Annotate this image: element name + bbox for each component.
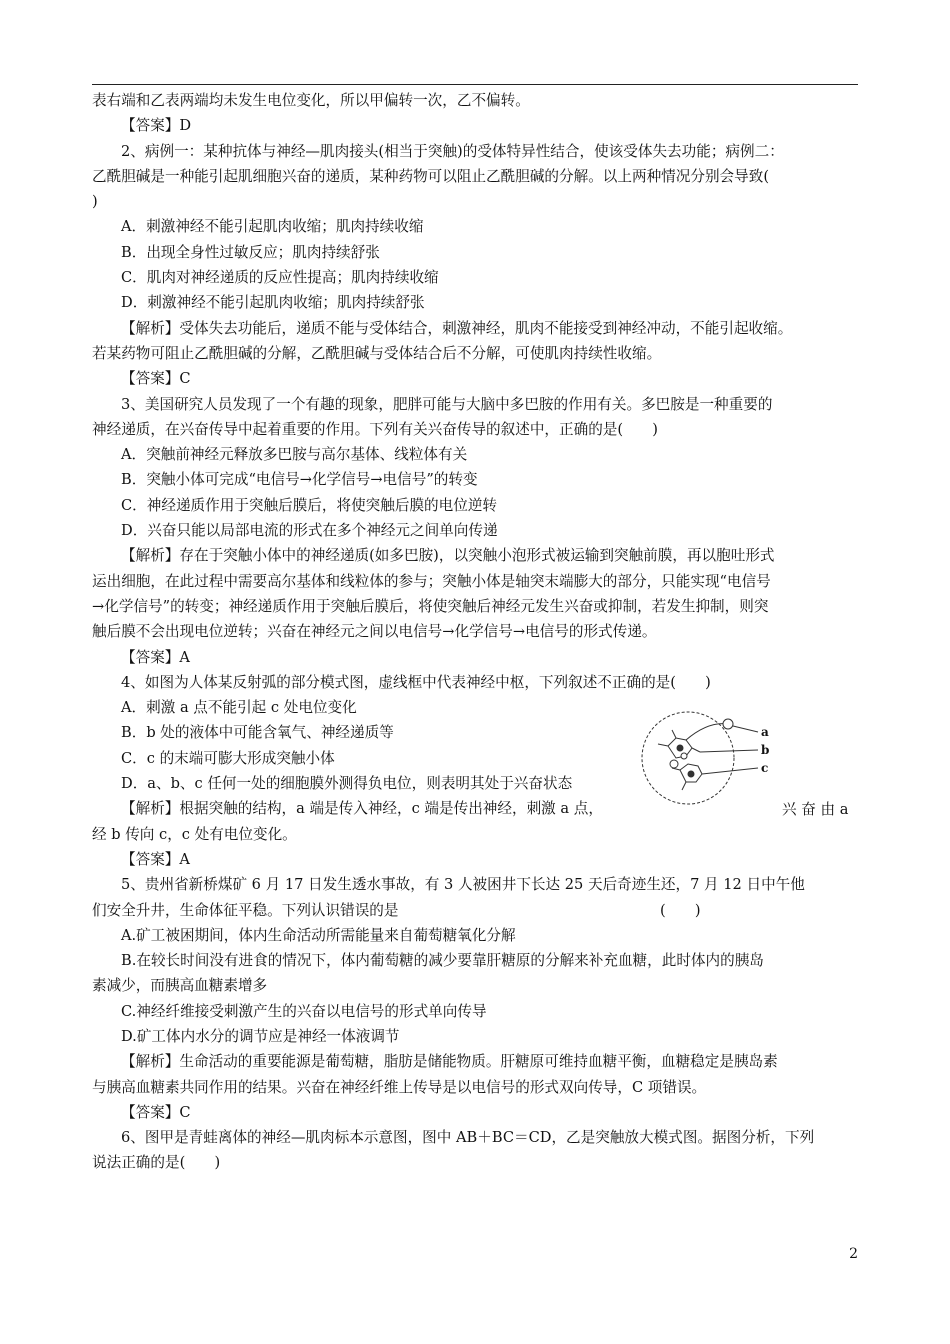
text-line: C．肌肉对神经递质的反应性提高；肌肉持续收缩 bbox=[121, 269, 439, 287]
interneuron-b-line bbox=[700, 750, 758, 752]
text-line: A.矿工被困期间，体内生命活动所需能量来自葡萄糖氧化分解 bbox=[121, 926, 516, 944]
text-line: D．刺激神经不能引起肌肉收缩；肌肉持续舒张 bbox=[121, 294, 425, 312]
text-line: 表右端和乙表两端均未发生电位变化，所以甲偏转一次，乙不偏转。 bbox=[92, 92, 530, 109]
text-line: 【答案】A bbox=[121, 648, 190, 666]
text-line: 【答案】D bbox=[121, 117, 192, 135]
text-line: 【答案】C bbox=[121, 1103, 191, 1121]
text-line: 【解析】根据突触的结构，a 端是传入神经，c 端是传出神经，刺激 a 点， bbox=[121, 800, 603, 818]
text-line: A．刺激 a 点不能引起 c 处电位变化 bbox=[121, 699, 357, 717]
q5-answer-bracket: ( ) bbox=[660, 902, 701, 919]
figure-label-a: a bbox=[761, 725, 769, 739]
synapse-small-1 bbox=[670, 760, 678, 768]
text-line: 乙酰胆碱是一种能引起肌细胞兴奋的递质，某种药物可以阻止乙酰胆碱的分解。以上两种情况分别会导致( bbox=[92, 167, 770, 185]
text-line: A．刺激神经不能引起肌肉收缩；肌肉持续收缩 bbox=[121, 218, 424, 236]
neuron-lower bbox=[672, 764, 702, 790]
text-line: B．b 处的液体中可能含氧气、神经递质等 bbox=[121, 724, 394, 742]
text-line: 5、贵州省新桥煤矿 6 月 17 日发生透水事故，有 3 人被困井下长达 25 天后奇迹生还，7 月 12 日中午他 bbox=[121, 876, 805, 894]
header-rule bbox=[92, 84, 858, 85]
text-line: 3、美国研究人员发现了一个有趣的现象，肥胖可能与大脑中多巴胺的作用有关。多巴胺是一种重要的 bbox=[121, 395, 773, 413]
text-line: B．突触小体可完成“电信号→化学信号→电信号”的转变 bbox=[121, 471, 478, 489]
text-line: 素减少，而胰高血糖素增多 bbox=[92, 977, 268, 995]
text-line: A．突触前神经元释放多巴胺与高尔基体、线粒体有关 bbox=[121, 446, 468, 464]
text-line: B.在较长时间没有进食的情况下，体内葡萄糖的减少要靠肝糖原的分解来补充血糖，此时体内的胰岛 bbox=[121, 952, 764, 970]
afferent-fiber bbox=[686, 724, 728, 740]
nerve-center-dashed-circle bbox=[642, 712, 734, 804]
text-line: C．c 的末端可膨大形成突触小体 bbox=[121, 749, 335, 767]
text-line: D．a、b、c 任何一处的细胞膜外测得负电位，则表明其处于兴奋状态 bbox=[121, 775, 573, 793]
page-number: 2 bbox=[849, 1246, 858, 1262]
ganglion bbox=[723, 719, 733, 729]
text-line: 说法正确的是( ) bbox=[92, 1154, 221, 1172]
text-line: D．兴奋只能以局部电流的形式在多个神经元之间单向传递 bbox=[121, 522, 498, 540]
text-line: 运出细胞，在此过程中需要高尔基体和线粒体的参与；突触小体是轴突末端膨大的部分，只能实现“电信号 bbox=[92, 572, 771, 590]
text-line: 若某药物可阻止乙酰胆碱的分解，乙酰胆碱与受体结合后不分解，可使肌肉持续性收缩。 bbox=[92, 344, 662, 362]
text-line: 【解析】受体失去功能后，递质不能与受体结合，刺激神经，肌肉不能接受到神经冲动，不能引起收缩。 bbox=[121, 319, 793, 337]
text-line: 【答案】C bbox=[121, 370, 191, 388]
text-line: B．出现全身性过敏反应；肌肉持续舒张 bbox=[121, 243, 380, 261]
text-line: ) bbox=[92, 193, 98, 211]
text-line: →化学信号”的转变；神经递质作用于突触后膜后，将使突触后神经元发生兴奋或抑制，若发生抑制，则突 bbox=[92, 597, 769, 615]
text-line: 与胰高血糖素共同作用的结果。兴奋在神经纤维上传导是以电信号的形式双向传导，C 项错误。 bbox=[92, 1078, 707, 1096]
reflex-arc-figure bbox=[640, 708, 780, 810]
q4-analysis-tail: 兴 奋 由 a bbox=[782, 801, 849, 818]
text-line: 触后膜不会出现电位逆转；兴奋在神经元之间以电信号→化学信号→电信号的形式传递。 bbox=[92, 623, 657, 641]
text-line: C．神经递质作用于突触后膜后，将使突触后膜的电位逆转 bbox=[121, 496, 498, 514]
text-line: 们安全升井，生命体征平稳。下列认识错误的是 bbox=[92, 901, 399, 919]
document-body bbox=[92, 88, 858, 1176]
efferent-line-c bbox=[702, 768, 758, 774]
text-line: 神经递质，在兴奋传导中起着重要的作用。下列有关兴奋传导的叙述中，正确的是( ) bbox=[92, 420, 658, 438]
figure-label-c: c bbox=[761, 761, 769, 775]
figure-label-b: b bbox=[761, 743, 770, 757]
text-line: 【答案】A bbox=[121, 850, 190, 868]
text-line: 4、如图为人体某反射弧的部分模式图，虚线框中代表神经中枢，下列叙述不正确的是( ) bbox=[121, 673, 711, 691]
text-line: D.矿工体内水分的调节应是神经一体液调节 bbox=[121, 1027, 400, 1045]
synapse-small-2 bbox=[681, 753, 687, 759]
text-line: 2、病例一：某种抗体与神经—肌肉接头(相当于突触)的受体特异性结合，使该受体失去功能；病例二： bbox=[121, 142, 784, 160]
afferent-line-a bbox=[733, 726, 758, 732]
text-line: 经 b 传向 c，c 处有电位变化。 bbox=[92, 825, 297, 843]
text-line: 【解析】存在于突触小体中的神经递质(如多巴胺)，以突触小泡形式被运输到突触前膜，再以胞吐形式 bbox=[121, 547, 775, 565]
text-line: C.神经纤维接受刺激产生的兴奋以电信号的形式单向传导 bbox=[121, 1002, 487, 1020]
text-line: 6、图甲是青蛙离体的神经—肌肉标本示意图，图中 AB＋BC＝CD，乙是突触放大模式图。据图分析，下列 bbox=[121, 1129, 815, 1147]
text-line: 【解析】生命活动的重要能源是葡萄糖，脂肪是储能物质。肝糖原可维持血糖平衡，血糖稳定是胰岛素 bbox=[121, 1053, 778, 1071]
